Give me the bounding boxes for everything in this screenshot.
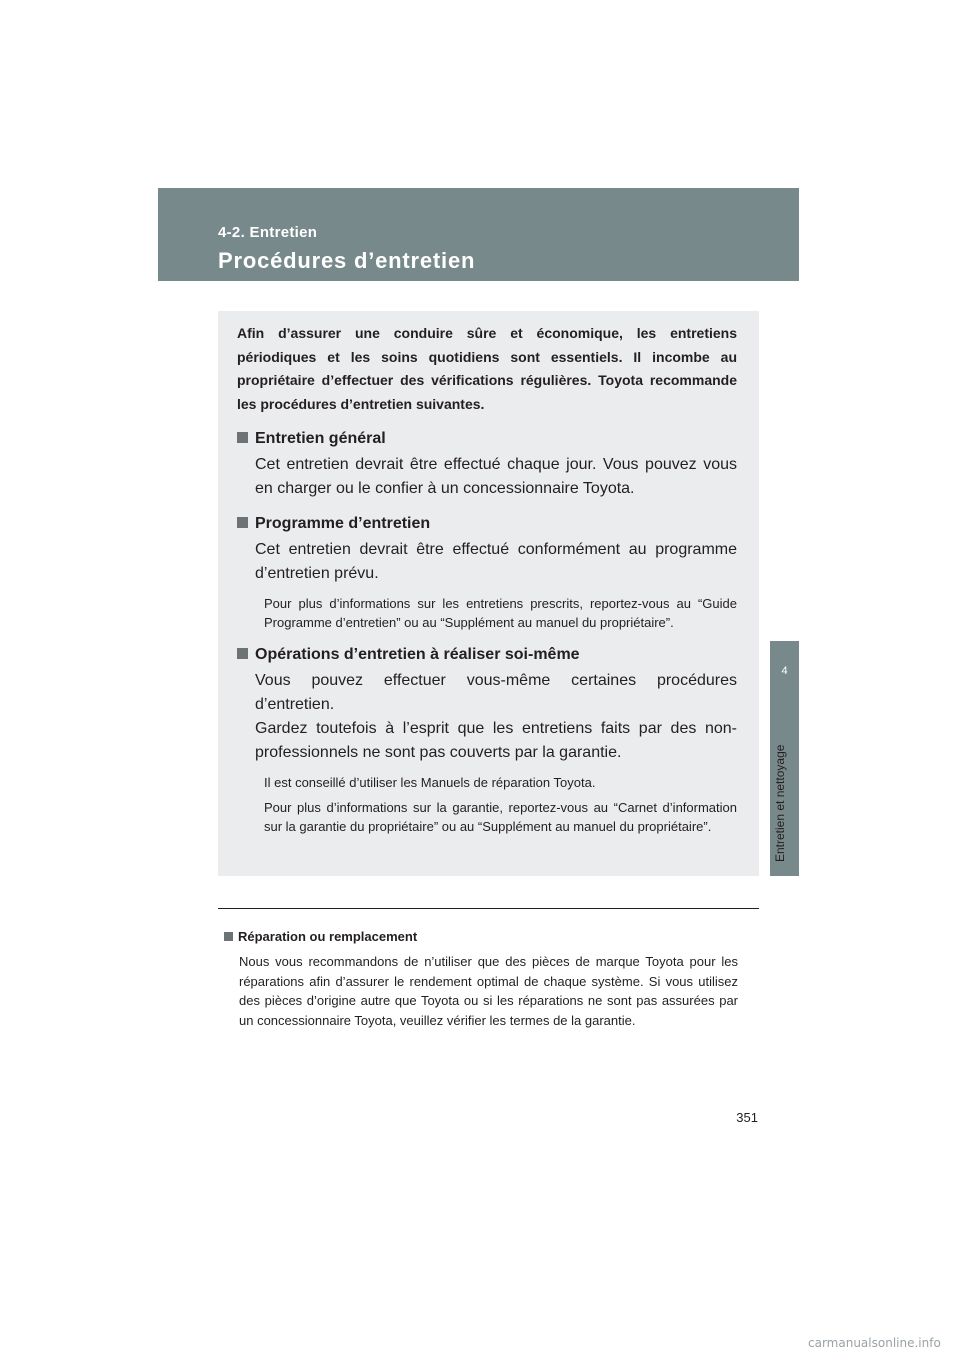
footnote-heading	[224, 928, 738, 946]
footnote-section	[224, 928, 738, 1030]
item-body-schedule: Cet entretien devrait être effectué conformément au programme d’entretien prévu.	[255, 541, 737, 582]
page-number: 351	[736, 1110, 758, 1125]
watermark: carmanualsonline.info	[808, 1336, 941, 1350]
item-note-diy-warranty: Pour plus d’informations sur la garantie, reportez-vous au “Carnet d’information sur la garantie du propriétaire” ou au “Supplément au manuel du propriétaire”.	[264, 800, 737, 834]
square-bullet-icon	[237, 432, 248, 443]
item-note-schedule: Pour plus d’informations sur les entretiens prescrits, reportez-vous au “Guide Programme d’entretien” ou au “Supplément au manuel du propriétaire”.	[264, 596, 737, 630]
item-note-diy-manuals: Il est conseillé d’utiliser les Manuels de réparation Toyota.	[264, 775, 596, 790]
section-label: 4-2. Entretien	[218, 224, 318, 241]
intro-paragraph: Afin d’assurer une conduire sûre et économique, les entretiens périodiques et les soins quotidiens sont essentiels. Il incombe au propriétaire d’effectuer des vérifications régulières. Toyota recommande les procédures d’entretien suivantes.	[237, 325, 737, 412]
chapter-header	[158, 188, 799, 281]
item-body-diy	[255, 669, 737, 765]
item-heading-general	[237, 428, 737, 449]
content-box	[218, 311, 759, 876]
page-title: Procédures d’entretien	[218, 248, 476, 273]
footnote-heading-text: Réparation ou remplacement	[238, 929, 418, 944]
divider	[218, 908, 759, 909]
square-bullet-icon	[237, 517, 248, 528]
chapter-tab-number: 4	[781, 665, 788, 677]
item-body-diy-line2: Gardez toutefois à l’esprit que les entretiens faits par des non-professionnels ne sont pas couverts par la garantie.	[255, 720, 737, 761]
item-body-general: Cet entretien devrait être effectué chaque jour. Vous pouvez vous en charger ou le confier à un concessionnaire Toyota.	[255, 456, 737, 497]
item-heading-text: Programme d’entretien	[255, 515, 431, 532]
footnote-body: Nous vous recommandons de n’utiliser que des pièces de marque Toyota pour les réparations afin d’assurer le rendement optimal de chaque système. Si vous utilisez des pièces d’origine autre que Toyota ou si les réparations ne sont pas assurées par un concessionnaire Toyota, veuillez vérifier les termes de la garantie.	[239, 954, 738, 1028]
item-heading-text: Opérations d’entretien à réaliser soi-même	[255, 646, 580, 663]
square-bullet-icon	[237, 648, 248, 659]
item-heading-text: Entretien général	[255, 430, 386, 447]
square-bullet-icon	[224, 932, 233, 941]
item-heading-diy	[237, 644, 737, 665]
chapter-tab-label: Entretien et nettoyage	[773, 744, 787, 862]
item-heading-schedule	[237, 513, 737, 534]
item-body-diy-line1: Vous pouvez effectuer vous-même certaines procédures d’entretien.	[255, 672, 737, 713]
